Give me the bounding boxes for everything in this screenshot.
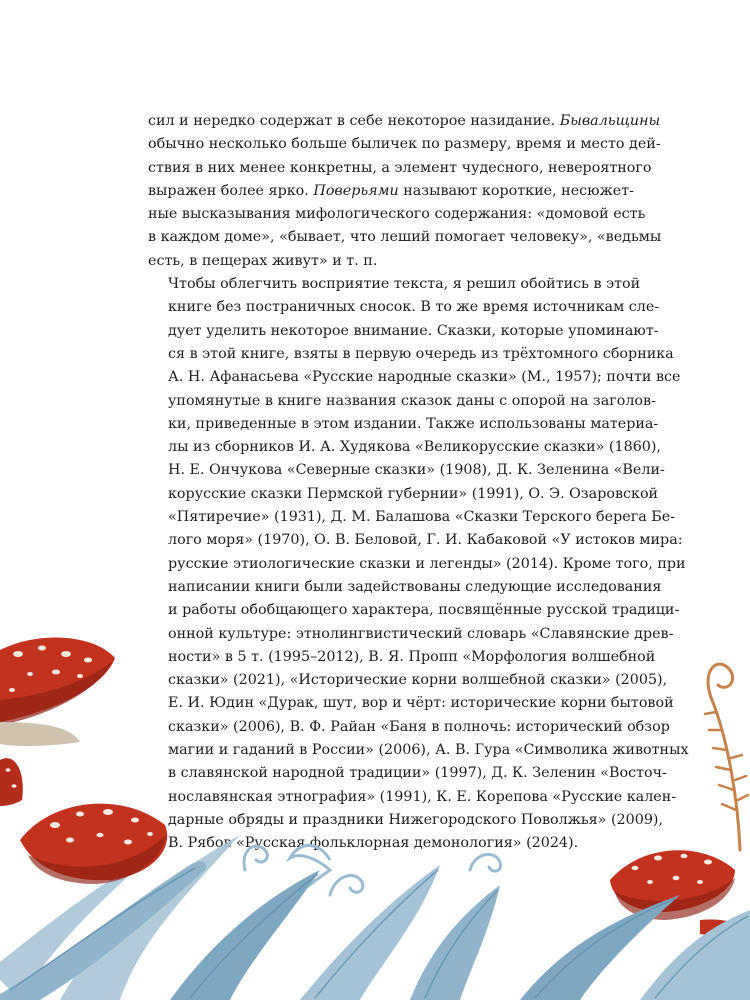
paragraph-1-line-7: есть, в пещерах живут» и т. п. (148, 252, 378, 269)
paragraph-2-line-11: «Пятиречие» (1931), Д. М. Балашова «Сказки Терского берега Бе- (168, 509, 676, 526)
italic-term: Поверьями (313, 182, 399, 199)
paragraph-2-line-10: корусские сказки Пермской губернии» (1991), О. Э. Озаровской (168, 485, 659, 502)
mushroom-bottom-left (20, 804, 167, 884)
paragraph-1-line-5: ные высказывания мифологического содержания: «домовой есть (148, 206, 646, 223)
orange-fern-right (705, 664, 748, 850)
paragraph-2-line-8: лы из сборников И. А. Худякова «Великорусские сказки» (1860), (168, 439, 662, 456)
paragraph-2-line-24: дарные обряды и праздники Нижегородского Поволжья» (2009), (168, 811, 664, 828)
paragraph-2-line-23: нославянская этнография» (1991), К. Е. Корепова «Русские кален- (168, 788, 677, 805)
paragraph-2-line-16: онной культуре: этнолингвистический словарь «Славянские древ- (168, 625, 674, 642)
italic-term: Бывальщины (559, 113, 661, 129)
paragraph-2-line-22: в славянской народной традиции» (1997), Д. К. Зеленин «Восточ- (168, 765, 667, 782)
paragraph-1-line-3: ствия в них менее конкретны, а элемент чудесного, невероятного (148, 159, 652, 176)
paragraph-2-line-13: русские этиологические сказки и легенды» (2014). Кроме того, при (168, 555, 686, 572)
paragraph-2-line-9: Н. Е. Ончукова «Северные сказки» (1908), Д. К. Зеленина «Вели- (168, 462, 665, 479)
paragraph-1-line-2: обычно несколько больше быличек по размеру, время и место дей- (148, 136, 661, 153)
paragraph-2-line-2: книге без постраничных сносок. В то же время источникам сле- (168, 299, 660, 316)
paragraph-2-line-14: написании книги были задействованы следующие исследования (168, 578, 662, 595)
paragraph-2-line-12: лого моря» (1970), О. В. Беловой, Г. И. Кабаковой «У истоков мира: (168, 532, 683, 549)
paragraph-2-line-3: дует уделить некоторое внимание. Сказки, которые упоминают- (168, 322, 659, 339)
paragraph-1-line-6: в каждом доме», «бывает, что леший помогает человеку», «ведьмы (148, 229, 662, 246)
mushroom-fern-illustration (0, 630, 750, 1000)
paragraph-2-line-19: Е. И. Юдин «Дурак, шут, вор и чёрт: исторические корни бытовой (168, 695, 674, 712)
paragraph-2-line-20: сказки» (2006), В. Ф. Райан «Баня в полночь: исторический обзор (168, 718, 670, 735)
paragraph-2-line-21: магии и гаданий в России» (2006), А. В. Гура «Символика животных (168, 742, 689, 759)
paragraph-1-line-4: выражен более ярко. Поверьями называют короткие, несюжет- (148, 182, 634, 199)
paragraph-1-line-1: сил и нередко содержат в себе некоторое назидание. Бывальщины (148, 113, 661, 129)
paragraph-2-line-25: В. Рябов «Русская фольклорная демонология» (2024). (168, 835, 579, 852)
paragraph-2-line-5: А. Н. Афанасьева «Русские народные сказки» (М., 1957); почти все (168, 369, 681, 386)
paragraph-1 (148, 110, 662, 273)
paragraph-2-line-17: ности» в 5 т. (1995–2012), В. Я. Пропп «Морфология волшебной (168, 648, 656, 665)
paragraph-2-line-7: ки, приведенные в этом издании. Также использованы материа- (168, 415, 659, 432)
paragraph-2-line-15: и работы обобщающего характера, посвящённые русской традици- (168, 602, 680, 619)
paragraph-2-line-18: сказки» (2021), «Исторические корни волшебной сказки» (2005), (168, 672, 668, 689)
mushroom-left-small (0, 758, 23, 806)
paragraph-2-line-4: ся в этой книге, взяты в первую очередь из трёхтомного сборника (168, 345, 674, 362)
mushroom-top-left (0, 638, 115, 746)
paragraph-2-line-1: Чтобы облегчить восприятие текста, я решил обойтись в этой (168, 276, 641, 293)
paragraph-2-line-6: упомянутые в книге названия сказок даны с опорой на заголов- (168, 392, 656, 409)
